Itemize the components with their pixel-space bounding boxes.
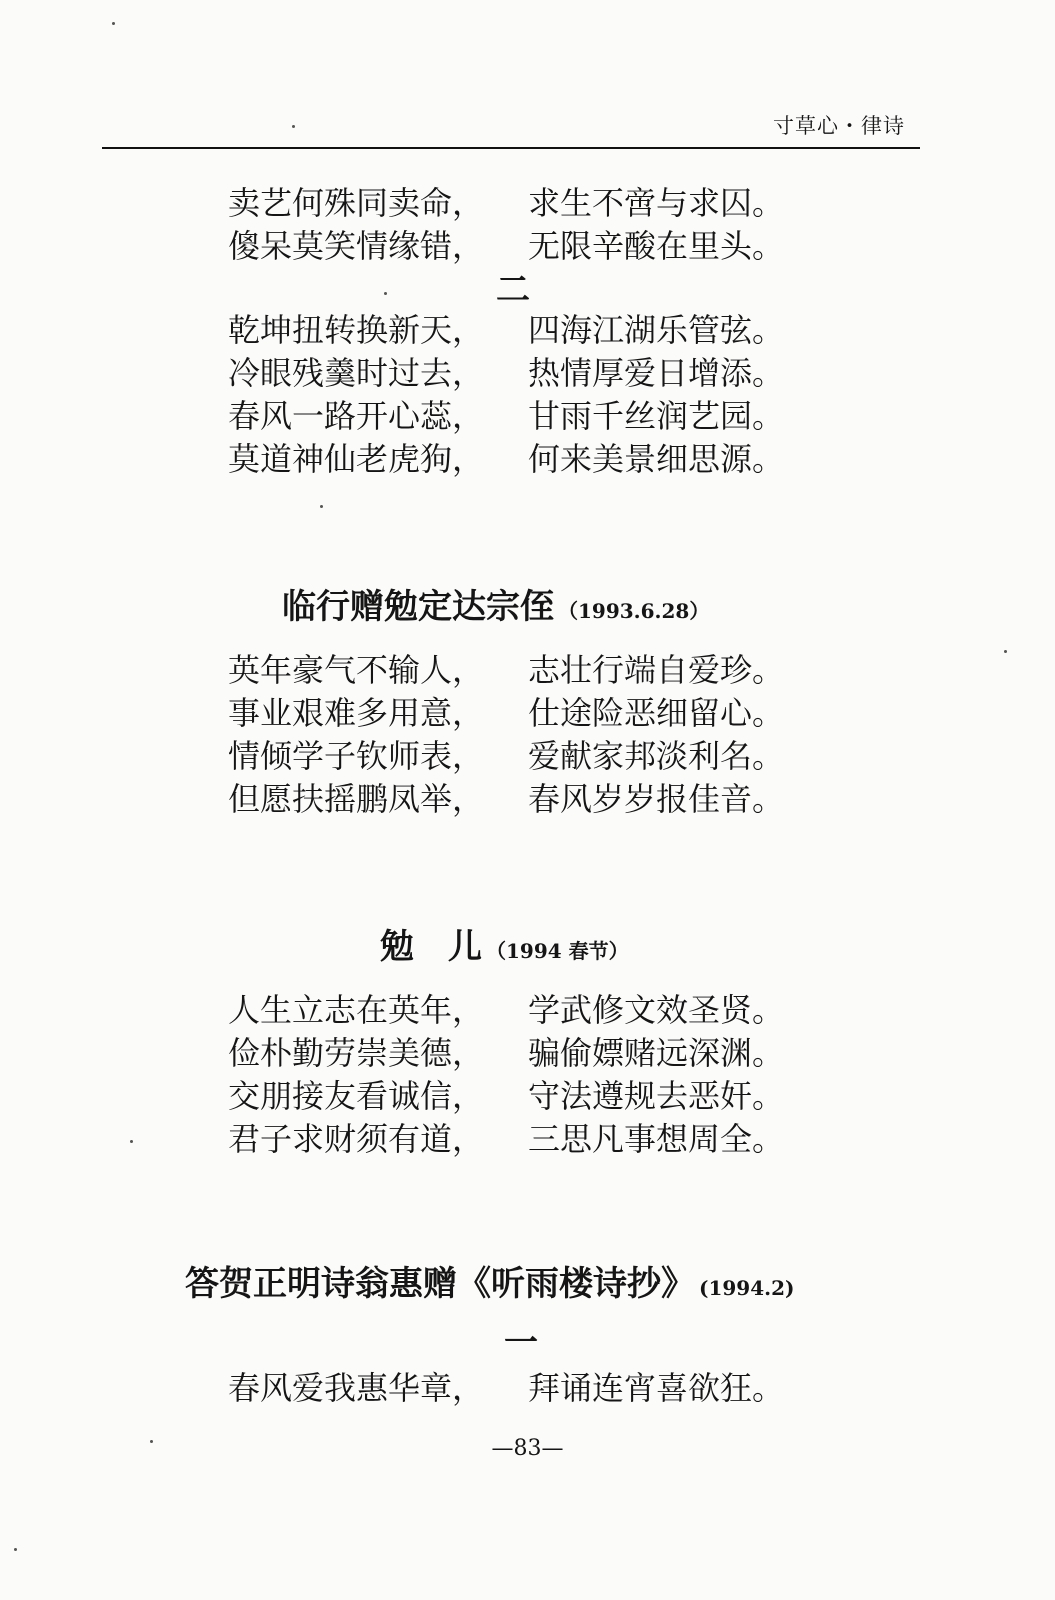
header-rule (102, 147, 920, 149)
poem-title (185, 1262, 794, 1310)
poem-date: （1994 春节） (486, 939, 629, 963)
scan-speck (112, 22, 115, 25)
verse-line-right: 学武修文效圣贤。 (528, 991, 785, 1029)
verse-line-left: 情倾学子钦师表， (228, 737, 485, 775)
verse-line-left: 俭朴勤劳崇美德， (228, 1034, 485, 1072)
verse-line-right: 热情厚爱日增添。 (528, 354, 785, 392)
poem-date: (1994.2) (699, 1276, 795, 1300)
verse-line-right: 何来美景细思源。 (528, 440, 785, 478)
poem-title-text: 勉 儿 (380, 927, 482, 967)
scan-speck (130, 1140, 133, 1143)
verse-line-left: 冷眼残羹时过去， (228, 354, 485, 392)
poem-title-text: 临行赠勉定达宗侄 (282, 587, 554, 627)
poem-title-text: 答贺正明诗翁惠赠《听雨楼诗抄》 (185, 1264, 695, 1304)
verse-line-left: 春风爱我惠华章， (228, 1369, 485, 1407)
poem-date: （1993.6.28） (558, 599, 710, 623)
verse-line-left: 君子求财须有道， (228, 1120, 485, 1158)
section-marker: 二 (496, 270, 530, 310)
verse-line-right: 骗偷嫖赌远深渊。 (528, 1034, 785, 1072)
verse-line-right: 四海江湖乐管弦。 (528, 311, 785, 349)
scan-speck (1004, 650, 1007, 653)
verse-line-right: 无限辛酸在里头。 (528, 227, 785, 265)
verse-line-right: 春风岁岁报佳音。 (528, 780, 785, 818)
section-marker: 一 (504, 1323, 538, 1363)
verse-line-left: 英年豪气不输人， (228, 651, 485, 689)
scan-speck (292, 125, 295, 128)
verse-line-right: 甘雨千丝润艺园。 (528, 397, 785, 435)
scan-speck (384, 292, 387, 295)
verse-line-left: 卖艺何殊同卖命， (228, 184, 485, 222)
poem-title (380, 925, 629, 973)
verse-line-left: 莫道神仙老虎狗， (228, 440, 485, 478)
verse-line-left: 事业艰难多用意， (228, 694, 485, 732)
scan-speck (14, 1548, 17, 1551)
verse-line-left: 乾坤扭转换新天， (228, 311, 485, 349)
verse-line-left: 傻呆莫笑情缘错， (228, 227, 485, 265)
verse-line-right: 拜诵连宵喜欲狂。 (528, 1369, 785, 1407)
verse-line-right: 守法遵规去恶奸。 (528, 1077, 785, 1115)
running-header: 寸草心・律诗 (773, 114, 905, 138)
verse-line-right: 三思凡事想周全。 (528, 1120, 785, 1158)
verse-line-right: 爱献家邦淡利名。 (528, 737, 785, 775)
scan-speck (320, 505, 323, 508)
verse-line-left: 人生立志在英年， (228, 991, 485, 1029)
scan-speck (150, 1440, 153, 1443)
verse-line-left: 交朋接友看诚信， (228, 1077, 485, 1115)
verse-line-right: 志壮行端自爱珍。 (528, 651, 785, 689)
verse-line-left: 春风一路开心蕊， (228, 397, 485, 435)
poem-title (282, 585, 709, 633)
verse-line-left: 但愿扶摇鹏凤举， (228, 780, 485, 818)
verse-line-right: 仕途险恶细留心。 (528, 694, 785, 732)
verse-line-right: 求生不啻与求囚。 (528, 184, 785, 222)
page-number: —83— (491, 1436, 564, 1461)
